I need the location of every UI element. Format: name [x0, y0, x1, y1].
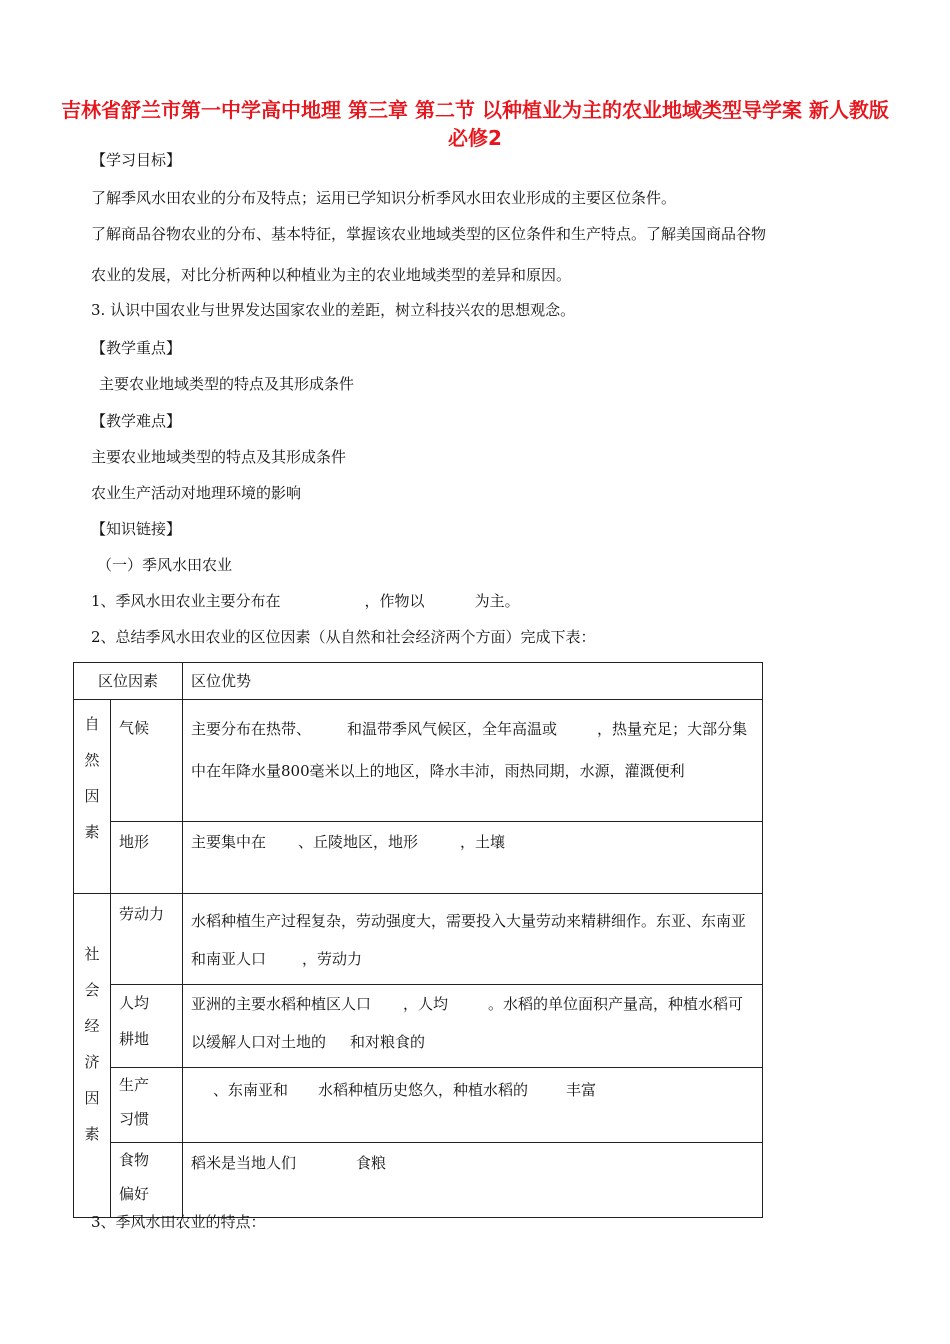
page-title: 吉林省舒兰市第一中学高中地理 第三章 第二节 以种植业为主的农业地域类型导学案 新人教版必修2 [61, 98, 889, 150]
key-point-1: 主要农业地域类型的特点及其形成条件 [99, 375, 355, 393]
table-header-advantage: 区位优势 [183, 663, 763, 700]
terrain-advantage-cell: 主要集中在 、丘陵地区，地形 ，土壤 [183, 822, 763, 894]
production-habit-label-cell: 生产习惯 [111, 1068, 183, 1143]
difficulty-1: 主要农业地域类型的特点及其形成条件 [91, 448, 347, 466]
climate-label-cell: 气候 [111, 700, 183, 822]
key-points-heading: 【教学重点】 [91, 339, 182, 357]
difficulties-heading: 【教学难点】 [91, 412, 182, 430]
goals-heading: 【学习目标】 [91, 151, 182, 169]
knowledge-link-heading: 【知识链接】 [91, 520, 182, 538]
labor-advantage-cell: 水稻种植生产过程复杂，劳动强度大，需要投入大量劳动来精耕细作。东亚、东南亚和南亚人口 ，劳动力 [183, 894, 763, 985]
question-3: 3、季风水田农业的特点： [91, 1213, 266, 1231]
question-1-part-a: 1、季风水田农业主要分布在 [91, 592, 281, 610]
labor-label-cell: 劳动力 [111, 894, 183, 985]
terrain-label-cell: 地形 [111, 822, 183, 894]
goal-item-2b: 农业的发展，对比分析两种以种植业为主的农业地域类型的差异和原因。 [91, 266, 572, 284]
arable-land-advantage-cell: 亚洲的主要水稻种植区人口 ，人均 。水稻的单位面积产量高，种植水稻可以缓解人口对土地的 和对粮食的 [183, 985, 763, 1068]
climate-advantage-cell: 主要分布在热带、 和温带季风气候区，全年高温或 ，热量充足；大部分集中在年降水量800毫米以上的地区，降水丰沛，雨热同期，水源，灌溉便利 [183, 700, 763, 822]
arable-land-label-cell: 人均耕地 [111, 985, 183, 1068]
goal-item-1: 了解季风水田农业的分布及特点；运用已学知识分析季风水田农业形成的主要区位条件。 [91, 189, 677, 207]
food-preference-advantage-cell: 稻米是当地人们 食粮 [183, 1143, 763, 1218]
goal-item-3: 3. 认识中国农业与世界发达国家农业的差距，树立科技兴农的思想观念。 [91, 301, 576, 319]
production-habit-advantage-cell: 、东南亚和 水稻种植历史悠久，种植水稻的 丰富 [183, 1068, 763, 1143]
question-1-part-b: ，作物以 [364, 592, 425, 610]
question-1 [91, 591, 520, 611]
subsection-title: （一）季风水田农业 [97, 556, 233, 574]
natural-factors-cell: 自然因素 [74, 700, 111, 894]
question-2: 2、总结季风水田农业的区位因素（从自然和社会经济两个方面）完成下表： [91, 628, 596, 646]
table-header-factor: 区位因素 [74, 663, 183, 700]
goal-item-2a: 了解商品谷物农业的分布、基本特征，掌握该农业地域类型的区位条件和生产特点。了解美国商品谷物 [91, 225, 767, 243]
difficulty-2: 农业生产活动对地理环境的影响 [91, 484, 302, 502]
location-factors-table [73, 662, 763, 1218]
social-economic-factors-cell: 社会经济因素 [74, 894, 111, 1218]
food-preference-label-cell: 食物偏好 [111, 1143, 183, 1218]
question-1-part-c: 为主。 [474, 592, 520, 610]
